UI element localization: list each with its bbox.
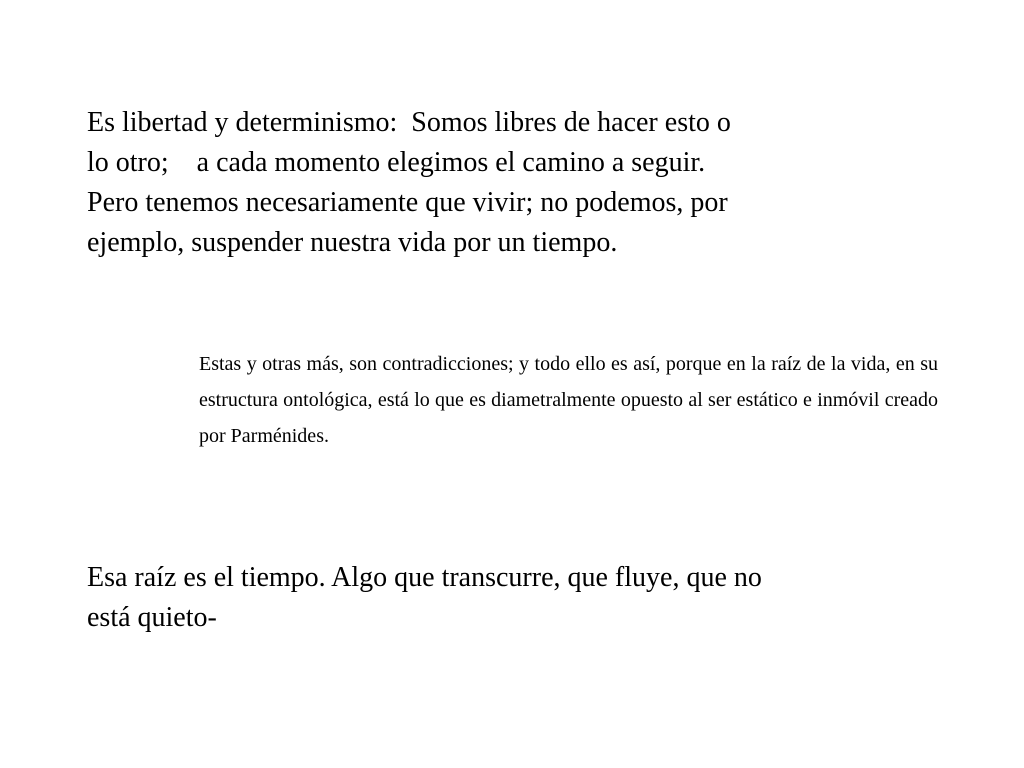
paragraph-line: ejemplo, suspender nuestra vida por un tiempo. (87, 227, 618, 258)
indented-quote-contradicciones: Estas y otras más, son contradicciones; y todo ello es así, porque en la raíz de la vida, en su estructura ontológica, está lo que es diametralmente opuesto al ser estático e inmóvil creado por Parménides. (199, 353, 938, 447)
paragraph-line: Es libertad y determinismo: Somos libres de hacer esto o (87, 107, 731, 138)
paragraph-raiz-tiempo (87, 558, 967, 638)
paragraph-libertad-determinismo (87, 103, 887, 263)
paragraph-line: Pero tenemos necesariamente que vivir; no podemos, por (87, 187, 728, 218)
paragraph-line: lo otro; a cada momento elegimos el camino a seguir. (87, 147, 706, 178)
paragraph-line: está quieto- (87, 602, 217, 633)
paragraph-line: Esa raíz es el tiempo. Algo que transcurre, que fluye, que no (87, 562, 762, 593)
